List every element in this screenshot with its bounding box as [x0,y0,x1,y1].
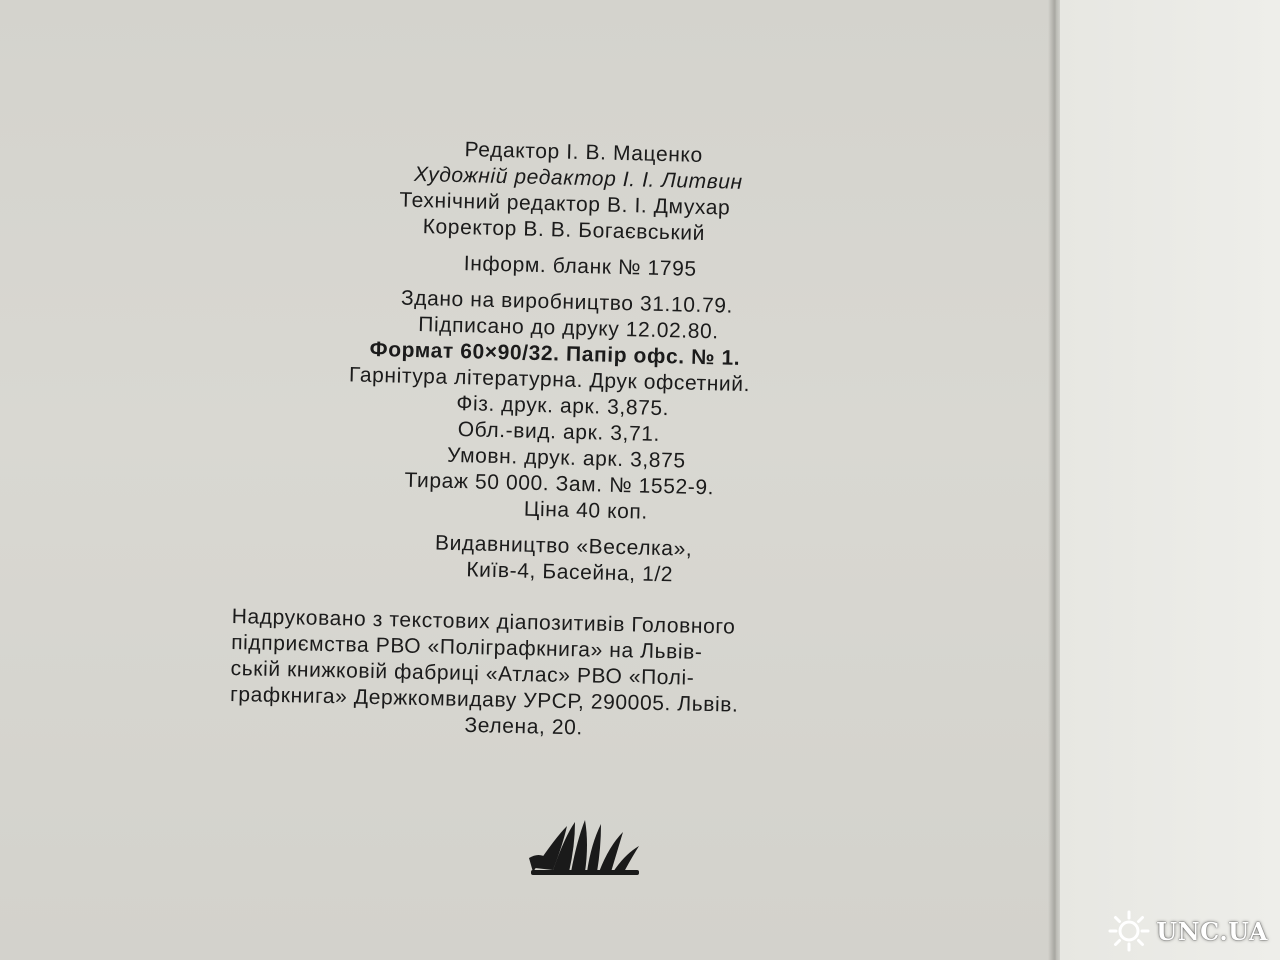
cond-sheets-line: Умовн. друк. арк. 3,875 [446,443,686,473]
proofreader-line: Коректор В. В. Богаєвський [422,215,706,245]
tech-editor-line: Технічний редактор В. І. Дмухар [399,188,731,220]
sun-seal-icon [1108,910,1150,952]
printer-colophon [229,605,952,750]
colophon-line: ській книжковій фабриці «Атлас» РВО «Полі- [230,656,695,690]
editor-line: Редактор І. В. Маценко [464,138,704,167]
inform-blank-line: Інформ. бланк № 1795 [463,252,697,281]
publisher-ornament-icon [525,818,645,878]
submitted-line: Здано на виробництво 31.10.79. [400,286,734,318]
publisher-address-line: Київ-4, Басейна, 1/2 [466,558,674,587]
watermark [1108,910,1268,952]
format-line: Формат 60×90/32. Папір офс. № 1. [369,337,741,370]
colophon-line: Зелена, 20. [464,713,584,740]
signed-line: Підписано до друку 12.02.80. [418,313,720,344]
print-run-line: Тираж 50 000. Зам. № 1552-9. [404,468,715,500]
publisher-name-line: Видавництво «Веселка», [434,531,693,561]
colophon-line: підприємства РВО «Поліграфкнига» на Львів- [230,630,703,664]
art-editor-line: Художній редактор І. І. Литвин [413,162,744,194]
colophon-line: Надруковано з текстових діапозитивів Головного [231,605,736,639]
price-line: Ціна 40 коп. [523,497,649,524]
phys-sheets-line: Фіз. друк. арк. 3,875. [456,391,670,421]
colophon-line: графкнига» Держкомвидаву УРСР, 290005. Львів. [229,682,739,717]
adjacent-page [1060,0,1280,960]
typeface-line: Гарнітура літературна. Друк офсетний. [348,363,751,397]
watermark-text: UNC.UA [1156,916,1268,946]
pub-sheets-line: Обл.-вид. арк. 3,71. [457,418,661,446]
